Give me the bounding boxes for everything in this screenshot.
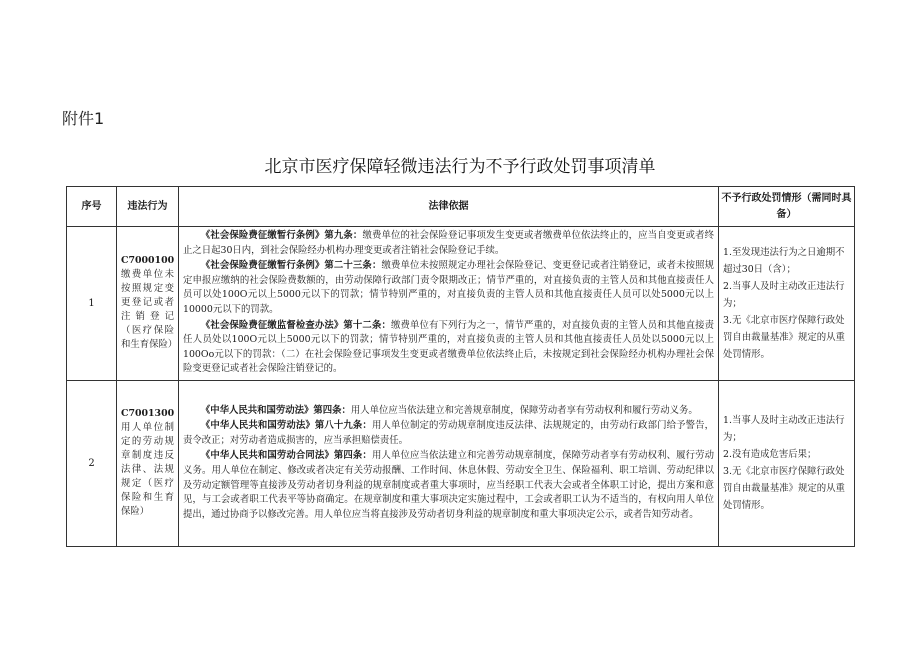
legal-basis-item: [183, 319, 714, 377]
table-row: [67, 380, 855, 546]
law-text: 用人单位制定的劳动规章制度违反法律、法规规定的，由劳动行政部门给予警告，责令改正；对劳动者造成损害的，应当承担赔偿责任。: [183, 420, 714, 446]
condition-item: 2.当事人及时主动改正违法行为；: [723, 280, 845, 309]
law-text: 缴费单位有下列行为之一，情节严重的，对直接负责的主管人员和其他直接责任人员处以100O元以上5000元以下的罚款；情节特别严重的，对直接负责的主管人员和其他直接责任人员处以5000元以上100Oo元以下的罚款：（二）在社会保险登记事项发生变更或者缴费单位依法终止后，未按规定到社会保险经办机构办理社会保险变更登记或者社会保险注销登记的。: [183, 319, 714, 375]
table-header-row: [67, 187, 855, 227]
row-number: 1: [67, 227, 117, 381]
header-basis: 法律依据: [179, 187, 719, 227]
violation-code: C7000100: [121, 255, 175, 267]
law-citation: 《社会保险费征缴暂行条例》第二十三条：: [200, 260, 382, 272]
conditions-cell: [719, 227, 855, 381]
condition-item: 1.至发现违法行为之日逾期不超过30日（含）；: [723, 246, 845, 275]
violation-cell: [117, 227, 179, 381]
legal-basis-item: [183, 229, 714, 258]
legal-basis-item: [183, 259, 714, 317]
condition-item: 2.没有造成危害后果；: [723, 449, 817, 461]
law-citation: 《社会保险费征缴监督检查办法》第十二条：: [200, 319, 391, 331]
violation-description: 缴费单位未按照规定变更登记或者注销登记（医疗保险和生育保险）: [121, 269, 178, 351]
document-title: 北京市医疗保障轻微违法行为不予行政处罚事项清单: [264, 157, 656, 177]
header-act: 违法行为: [117, 187, 179, 227]
law-text: 用人单位应当依法建立和完善规章制度，保障劳动者享有劳动权利和履行劳动义务。: [350, 404, 698, 416]
legal-basis-cell: [179, 227, 719, 381]
penalty-exemption-table: [66, 186, 855, 547]
violation-description: 用人单位制定的劳动规章制度违反法律、法规规定（医疗保险和生育保险）: [121, 422, 174, 518]
violation-code: C7001300: [121, 408, 175, 420]
condition-item: 1.当事人及时主动改正违法行为；: [723, 415, 845, 444]
legal-basis-item: [183, 449, 714, 522]
legal-basis-item: [183, 404, 714, 419]
law-citation: 《中华人民共和国劳动法》第四条：: [200, 404, 351, 416]
legal-basis-item: [183, 419, 714, 448]
annex-label: 附件1: [62, 109, 105, 128]
row-number: 2: [67, 380, 117, 546]
law-text: 缴费单位未按照规定办理社会保险登记、变更登记或者注销登记，或者未按照规定申报应缴纳的社会保险费数额的，由劳动保障行政部门责令限期改正；情节严重的，对直接负责的主管人员和其他直接责任人员可以处100O元以上5000元以下的罚款；情节特别严重的，对直接负责的主管人员和其他直接责任人员可以处5000元以上10000元以下的罚款。: [183, 260, 714, 315]
law-citation: 《中华人民共和国劳动合同法》第四条：: [200, 450, 372, 462]
condition-item: 3.无《北京市医疗保障行政处罚自由裁量基准》规定的从重处罚情形。: [723, 314, 845, 360]
conditions-cell: [719, 380, 855, 546]
violation-cell: [117, 380, 179, 546]
law-text: 用人单位应当依法建立和完善劳动规章制度，保障劳动者享有劳动权利、履行劳动义务。用人单位在制定、修改或者决定有关劳动报酬、工作时间、休息休假、劳动安全卫生、保险福利、职工培训、劳动纪律以及劳动定额管理等直接涉及劳动者切身利益的规章制度或者重大事项时，应当经职工代表大会或者全体职工讨论，提出方案和意见，与工会或者职工代表平等协商确定。在规章制度和重大事项决定实施过程中，工会或者职工认为不适当的，有权向用人单位提出，通过协商予以修改完善。用人单位应当将直接涉及劳动者切身利益的规章制度和重大事项决定公示，或者告知劳动者。: [183, 450, 714, 520]
law-citation: 《中华人民共和国劳动法》第八十九条：: [200, 420, 372, 432]
header-conditions: 不予行政处罚情形（需同时具备）: [719, 187, 855, 227]
legal-basis-cell: [179, 380, 719, 546]
law-citation: 《社会保险费征缴暂行条例》第九条：: [200, 230, 363, 241]
table-row: [67, 227, 855, 381]
header-no: 序号: [67, 187, 117, 227]
law-text: 缴费单位的社会保险登记事项发生变更或者缴费单位依法终止的，应当自变更或者终止之日起30日内，到社会保险经办机构办理变更或者注销社会保险登记手续。: [183, 230, 714, 256]
condition-item: 3.无《北京市医疗保障行政处罚自由裁量基准》规定的从重处罚情形。: [723, 466, 845, 512]
